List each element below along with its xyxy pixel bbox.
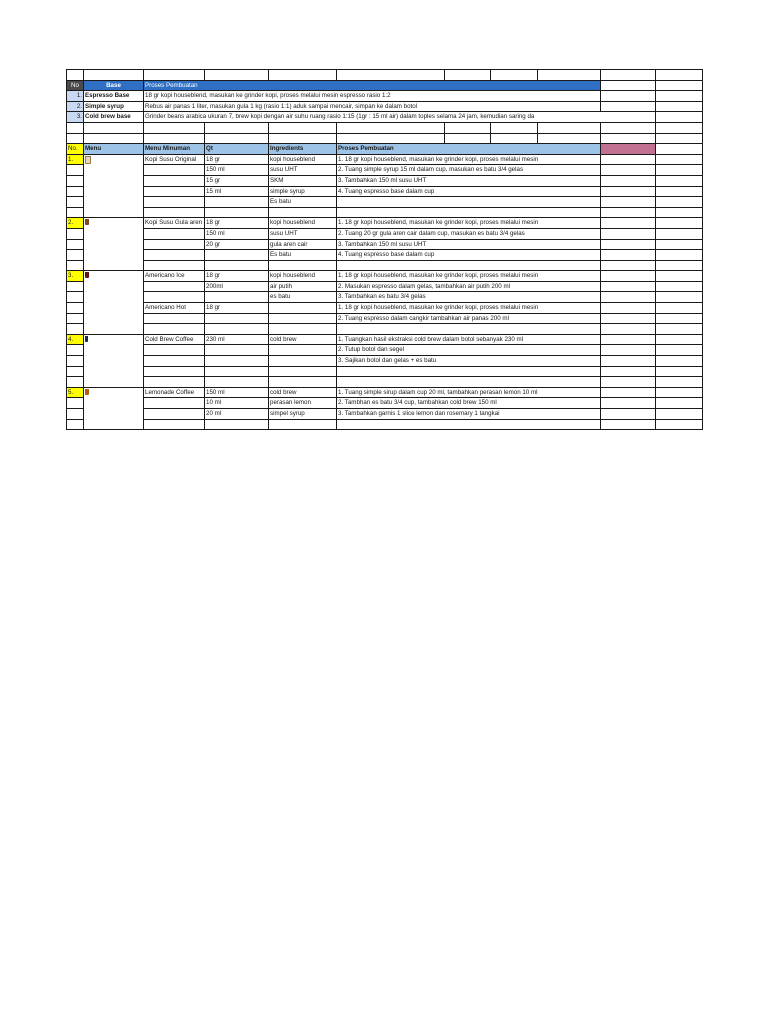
blank-row <box>67 419 703 430</box>
qt-cell[interactable]: 18 gr <box>205 218 269 229</box>
ingredient-cell[interactable]: air putih <box>269 281 337 292</box>
cell[interactable] <box>601 377 656 388</box>
cell[interactable] <box>601 281 656 292</box>
menu-minuman-cell[interactable] <box>144 356 205 367</box>
menu-item-row <box>67 165 703 176</box>
menu-minuman-cell[interactable] <box>144 197 205 208</box>
cell[interactable] <box>67 345 84 356</box>
menu-item-row <box>67 387 703 398</box>
menu-item-row <box>67 218 703 229</box>
menu-item-row <box>67 345 703 356</box>
cell[interactable] <box>337 324 601 335</box>
process-step-cell[interactable]: 1. 18 gr kopi houseblend, masukan ke grinder kopi, proses melalui mesin <box>337 154 601 165</box>
base-row-number[interactable]: 1. <box>67 91 84 102</box>
cell[interactable] <box>269 260 337 271</box>
cell[interactable] <box>67 260 84 271</box>
base-row-process[interactable]: Rebus air panas 1 liter, masukan gula 1 kg (rasio 1:1) aduk sampai mencair, simpan ke dalam botol <box>144 101 601 112</box>
menu-icon-cell[interactable] <box>84 334 144 387</box>
menu-icon-cell[interactable] <box>84 154 144 218</box>
cell[interactable] <box>67 122 84 133</box>
process-step-cell[interactable]: 4. Tuang espresso base dalam cup <box>337 250 601 261</box>
menu-item-row <box>67 228 703 239</box>
cell[interactable] <box>656 281 703 292</box>
blank-row <box>67 366 703 377</box>
ingredient-cell[interactable]: susu UHT <box>269 228 337 239</box>
cell[interactable] <box>67 133 84 144</box>
menu-minuman-cell[interactable] <box>144 345 205 356</box>
cell[interactable] <box>144 122 205 133</box>
cell[interactable] <box>269 133 337 144</box>
process-header[interactable]: Proses Pembuatan <box>337 144 601 155</box>
cell[interactable] <box>656 409 703 420</box>
cell[interactable] <box>84 122 144 133</box>
cell[interactable] <box>67 207 84 218</box>
cell[interactable] <box>601 218 656 229</box>
process-step-cell[interactable]: 3. Tambahkan es batu 3/4 gelas <box>337 292 601 303</box>
process-step-cell[interactable]: 2. Masukan espresso dalam gelas, tambahkan air putih 200 ml <box>337 281 601 292</box>
menu-minuman-cell[interactable] <box>144 409 205 420</box>
menu-item-row <box>67 186 703 197</box>
ingredient-cell[interactable]: simpel syrup <box>269 409 337 420</box>
ingredient-cell[interactable] <box>269 313 337 324</box>
spreadsheet-body <box>67 70 703 430</box>
menu-item-row <box>67 281 703 292</box>
ingredient-cell[interactable]: kopi houseblend <box>269 154 337 165</box>
cell[interactable] <box>538 133 601 144</box>
process-step-cell[interactable]: 1. 18 gr kopi houseblend, masukan ke grinder kopi, proses melalui mesin <box>337 271 601 282</box>
qt-cell[interactable]: 18 gr <box>205 303 269 314</box>
cell[interactable] <box>67 313 84 324</box>
cell[interactable] <box>67 324 84 335</box>
qt-cell[interactable]: 150 ml <box>205 387 269 398</box>
cell[interactable] <box>269 122 337 133</box>
cell[interactable] <box>144 419 205 430</box>
cell[interactable] <box>601 419 656 430</box>
cell[interactable] <box>337 207 601 218</box>
cell[interactable] <box>601 122 656 133</box>
menu-item-row <box>67 313 703 324</box>
cell[interactable] <box>656 207 703 218</box>
cell[interactable] <box>205 70 269 81</box>
cell[interactable] <box>656 271 703 282</box>
cell[interactable] <box>656 356 703 367</box>
qt-cell[interactable] <box>205 197 269 208</box>
palm-sugar-coffee-cup-icon <box>85 219 89 225</box>
menu-group-number[interactable]: 1. <box>67 154 84 165</box>
cell[interactable] <box>538 122 601 133</box>
cell[interactable] <box>67 303 84 314</box>
menu-minuman-cell[interactable] <box>144 292 205 303</box>
blank-row <box>67 122 703 133</box>
qt-cell[interactable]: 150 ml <box>205 165 269 176</box>
cell[interactable] <box>601 165 656 176</box>
cell[interactable] <box>67 250 84 261</box>
cell[interactable] <box>67 165 84 176</box>
cell[interactable] <box>491 70 538 81</box>
cell[interactable] <box>601 133 656 144</box>
process-step-cell[interactable]: 2. Tuang simple syrup 15 ml dalam cup, masukan es batu 3/4 gelas <box>337 165 601 176</box>
cell[interactable] <box>656 154 703 165</box>
cell[interactable] <box>601 260 656 271</box>
cell[interactable] <box>656 260 703 271</box>
qt-cell[interactable]: 230 ml <box>205 334 269 345</box>
cell[interactable] <box>337 122 445 133</box>
cell[interactable] <box>601 80 656 91</box>
cell[interactable] <box>601 387 656 398</box>
qt-cell[interactable] <box>205 250 269 261</box>
base-process-header[interactable]: Proses Pembuatan <box>144 80 601 91</box>
cell[interactable] <box>144 70 205 81</box>
cell[interactable] <box>84 133 144 144</box>
ingredient-cell[interactable]: perasan lemon <box>269 398 337 409</box>
cell[interactable] <box>656 144 703 155</box>
menu-icon-cell[interactable] <box>84 271 144 335</box>
cell[interactable] <box>656 218 703 229</box>
cell[interactable] <box>67 398 84 409</box>
cell[interactable] <box>205 366 269 377</box>
ingredient-cell[interactable]: es batu <box>269 292 337 303</box>
base-row-name[interactable]: Simple syrup <box>84 101 144 112</box>
cell[interactable] <box>67 281 84 292</box>
blank-row <box>67 133 703 144</box>
cell[interactable] <box>601 239 656 250</box>
cell[interactable] <box>601 409 656 420</box>
cell[interactable] <box>601 91 656 102</box>
ingredient-cell[interactable]: kopi houseblend <box>269 271 337 282</box>
process-step-cell[interactable]: 3. Sajikan botol dan gelas + es batu <box>337 356 601 367</box>
cell[interactable] <box>656 313 703 324</box>
qt-cell[interactable]: 18 gr <box>205 271 269 282</box>
base-row <box>67 101 703 112</box>
cell[interactable] <box>656 175 703 186</box>
process-step-cell[interactable]: 1. 18 gr kopi houseblend, masukan ke grinder kopi, proses melalui mesin <box>337 218 601 229</box>
base-row-name[interactable]: Espresso Base <box>84 91 144 102</box>
cell[interactable] <box>337 260 601 271</box>
ingredient-cell[interactable] <box>269 303 337 314</box>
cell[interactable] <box>601 398 656 409</box>
recipe-spreadsheet <box>66 69 703 430</box>
ingredient-cell[interactable]: SKM <box>269 175 337 186</box>
qt-cell[interactable] <box>205 313 269 324</box>
base-row-process[interactable]: Grinder beans arabica ukuran 7, brew kopi dengan air suhu ruang rasio 1:15 (1gr : 15 ml air) dalam toples selama 24 jam, kemudian saring da <box>144 112 656 123</box>
menu-item-row <box>67 250 703 261</box>
menu-group-number[interactable]: 3. <box>67 271 84 282</box>
menu-item-row <box>67 292 703 303</box>
cell[interactable] <box>656 292 703 303</box>
cell[interactable] <box>67 292 84 303</box>
menu-minuman-cell[interactable] <box>144 165 205 176</box>
cell[interactable] <box>601 366 656 377</box>
qt-cell[interactable]: 15 gr <box>205 175 269 186</box>
cell[interactable] <box>337 133 445 144</box>
qt-cell[interactable]: 20 gr <box>205 239 269 250</box>
qt-cell[interactable] <box>205 356 269 367</box>
cell[interactable] <box>205 122 269 133</box>
cell[interactable] <box>269 366 337 377</box>
menu-minuman-cell[interactable] <box>144 228 205 239</box>
cell[interactable] <box>656 228 703 239</box>
cell[interactable] <box>656 250 703 261</box>
qt-cell[interactable]: 150 ml <box>205 228 269 239</box>
cell[interactable] <box>67 228 84 239</box>
process-step-cell[interactable]: 3. Tambahkan 150 ml susu UHT <box>337 239 601 250</box>
blank-row <box>67 260 703 271</box>
cell[interactable] <box>656 91 703 102</box>
menu-minuman-cell[interactable]: Kopi Susu Gula aren <box>144 218 205 229</box>
menu-item-row <box>67 303 703 314</box>
cell[interactable] <box>656 377 703 388</box>
base-row-name[interactable]: Cold brew base <box>84 112 144 123</box>
cell[interactable] <box>205 377 269 388</box>
ingredient-cell[interactable]: Es batu <box>269 197 337 208</box>
cell[interactable] <box>269 377 337 388</box>
cell[interactable] <box>84 70 144 81</box>
menu-minuman-cell[interactable] <box>144 239 205 250</box>
cell[interactable] <box>601 70 656 81</box>
cell[interactable] <box>445 133 491 144</box>
qt-cell[interactable] <box>205 292 269 303</box>
cell[interactable] <box>144 133 205 144</box>
menu-item-row <box>67 239 703 250</box>
cell[interactable] <box>601 303 656 314</box>
menu-minuman-cell[interactable]: Lemonade Coffee <box>144 387 205 398</box>
cell[interactable] <box>67 239 84 250</box>
cell[interactable] <box>656 419 703 430</box>
cell[interactable] <box>656 165 703 176</box>
cell[interactable] <box>144 366 205 377</box>
menu-item-row <box>67 175 703 186</box>
menu-icon-cell[interactable] <box>84 387 144 429</box>
cell[interactable] <box>144 260 205 271</box>
ingredient-cell[interactable] <box>269 356 337 367</box>
americano-cup-icon <box>85 272 89 278</box>
base-row-process[interactable]: 18 gr kopi houseblend, masukan ke grinder kopi, proses melalui mesin espresso rasio 1:2 <box>144 91 601 102</box>
cell[interactable] <box>67 175 84 186</box>
cell[interactable] <box>601 334 656 345</box>
cell[interactable] <box>601 154 656 165</box>
process-step-cell[interactable]: 3. Tambahkan 150 ml susu UHT <box>337 175 601 186</box>
base-no-header[interactable]: No <box>67 80 84 91</box>
cell[interactable] <box>67 356 84 367</box>
cell[interactable] <box>67 377 84 388</box>
ingredient-cell[interactable]: Es batu <box>269 250 337 261</box>
iced-coffee-cup-icon <box>85 156 91 164</box>
base-header-row <box>67 80 703 91</box>
base-row <box>67 91 703 102</box>
cell[interactable] <box>269 70 337 81</box>
base-row <box>67 112 703 123</box>
menu-group-number[interactable]: 2. <box>67 218 84 229</box>
cell[interactable] <box>656 197 703 208</box>
menu-header-row <box>67 144 703 155</box>
cell[interactable] <box>144 377 205 388</box>
menu-minuman-cell[interactable] <box>144 281 205 292</box>
base-name-header[interactable]: Base <box>84 80 144 91</box>
menu-item-row <box>67 334 703 345</box>
menu-group-number[interactable]: 4. <box>67 334 84 345</box>
qt-cell[interactable]: 18 gr <box>205 154 269 165</box>
cell[interactable] <box>656 112 703 123</box>
menu-minuman-cell[interactable]: Cold Brew Coffee <box>144 334 205 345</box>
cell[interactable] <box>144 207 205 218</box>
qt-header[interactable]: Qt <box>205 144 269 155</box>
base-row-number[interactable]: 3. <box>67 112 84 123</box>
cell[interactable] <box>205 133 269 144</box>
process-step-cell[interactable]: 1. 18 gr kopi houseblend, masukan ke grinder kopi, proses melalui mesin <box>337 303 601 314</box>
cell[interactable] <box>67 197 84 208</box>
cell[interactable] <box>656 334 703 345</box>
ingredient-cell[interactable]: cold brew <box>269 334 337 345</box>
cell[interactable] <box>67 70 84 81</box>
menu-group-number[interactable]: 5. <box>67 387 84 398</box>
cell[interactable] <box>67 419 84 430</box>
blank-row <box>67 377 703 388</box>
cell[interactable] <box>144 324 205 335</box>
cell[interactable] <box>656 324 703 335</box>
process-step-cell[interactable]: 2. Tambhan es batu 3/4 cup, tambahkan cold brew 150 ml <box>337 398 601 409</box>
base-row-number[interactable]: 2. <box>67 101 84 112</box>
menu-minuman-cell[interactable] <box>144 313 205 324</box>
process-step-cell[interactable]: 4. Tuang espresso base dalam cup <box>337 186 601 197</box>
menu-item-row <box>67 197 703 208</box>
cell[interactable] <box>601 313 656 324</box>
cell[interactable] <box>269 419 337 430</box>
menu-no-header[interactable]: No. <box>67 144 84 155</box>
cell[interactable] <box>491 122 538 133</box>
process-step-cell[interactable] <box>337 197 601 208</box>
cell[interactable] <box>205 324 269 335</box>
menu-minuman-header[interactable]: Menu Minuman <box>144 144 205 155</box>
cell[interactable] <box>601 356 656 367</box>
menu-item-row <box>67 398 703 409</box>
menu-minuman-cell[interactable]: Americano Hot <box>144 303 205 314</box>
process-step-cell[interactable]: 2. Tuang 20 gr gula aren cair dalam cup, masukan es batu 3/4 gelas <box>337 228 601 239</box>
cell[interactable] <box>656 101 703 112</box>
cell[interactable] <box>601 101 656 112</box>
ingredient-cell[interactable]: simple syrup <box>269 186 337 197</box>
cell[interactable] <box>656 122 703 133</box>
cell[interactable] <box>67 366 84 377</box>
qt-cell[interactable]: 10 ml <box>205 398 269 409</box>
cell[interactable] <box>601 186 656 197</box>
cell[interactable] <box>601 175 656 186</box>
cell[interactable] <box>205 207 269 218</box>
lemonade-coffee-cup-icon <box>85 389 89 395</box>
process-step-cell[interactable]: 1. Tuang simple sirup dalam cup 20 ml, tambahkan perasan lemon 10 ml <box>337 387 601 398</box>
cell[interactable] <box>656 387 703 398</box>
cell[interactable] <box>67 409 84 420</box>
cell[interactable] <box>337 419 601 430</box>
qt-cell[interactable]: 15 ml <box>205 186 269 197</box>
cell[interactable] <box>337 70 445 81</box>
ingredient-cell[interactable]: kopi houseblend <box>269 218 337 229</box>
cell[interactable] <box>656 366 703 377</box>
cell[interactable] <box>601 207 656 218</box>
cell[interactable] <box>656 303 703 314</box>
cell[interactable] <box>337 366 601 377</box>
qt-cell[interactable]: 200ml <box>205 281 269 292</box>
cell[interactable] <box>445 70 491 81</box>
cell[interactable] <box>205 419 269 430</box>
menu-item-row <box>67 356 703 367</box>
cell[interactable] <box>601 228 656 239</box>
qt-cell[interactable] <box>205 345 269 356</box>
process-step-cell[interactable]: 1. Tuangkan hasil ekstraksi cold brew dalam botol sebanyak 230 ml <box>337 334 601 345</box>
cell[interactable] <box>656 80 703 91</box>
menu-item-row <box>67 154 703 165</box>
cell[interactable] <box>269 324 337 335</box>
cell[interactable] <box>656 398 703 409</box>
menu-minuman-cell[interactable]: Americano Ice <box>144 271 205 282</box>
process-step-cell[interactable]: 2. Tuang espresso dalam cangkir tambahkan air panas 200 ml <box>337 313 601 324</box>
menu-minuman-cell[interactable] <box>144 186 205 197</box>
cell[interactable] <box>656 345 703 356</box>
ingredient-cell[interactable] <box>269 345 337 356</box>
process-step-cell[interactable]: 3. Tambahkan garnis 1 slice lemon dan rosemary 1 tangkai <box>337 409 601 420</box>
qt-cell[interactable]: 20 ml <box>205 409 269 420</box>
highlight-cell[interactable] <box>601 144 656 155</box>
menu-item-row <box>67 409 703 420</box>
cell[interactable] <box>656 70 703 81</box>
process-step-cell[interactable]: 2. Tutup botol dan segel <box>337 345 601 356</box>
ingredients-header[interactable]: Ingredients <box>269 144 337 155</box>
menu-header[interactable]: Menu <box>84 144 144 155</box>
cell[interactable] <box>656 133 703 144</box>
cell[interactable] <box>656 186 703 197</box>
cell[interactable] <box>205 260 269 271</box>
cell[interactable] <box>538 70 601 81</box>
cell[interactable] <box>601 324 656 335</box>
cell[interactable] <box>601 345 656 356</box>
menu-item-row <box>67 271 703 282</box>
ingredient-cell[interactable]: gula aren cair <box>269 239 337 250</box>
menu-minuman-cell[interactable] <box>144 175 205 186</box>
cell[interactable] <box>445 122 491 133</box>
menu-icon-cell[interactable] <box>84 218 144 271</box>
menu-minuman-cell[interactable]: Kopi Susu Original <box>144 154 205 165</box>
blank-row <box>67 207 703 218</box>
cell[interactable] <box>601 271 656 282</box>
menu-minuman-cell[interactable] <box>144 250 205 261</box>
cell[interactable] <box>601 250 656 261</box>
menu-minuman-cell[interactable] <box>144 398 205 409</box>
cell[interactable] <box>269 207 337 218</box>
cell[interactable] <box>656 239 703 250</box>
blank-row <box>67 324 703 335</box>
cell[interactable] <box>491 133 538 144</box>
cell[interactable] <box>601 197 656 208</box>
cold-brew-bottle-icon <box>85 336 88 342</box>
ingredient-cell[interactable]: cold brew <box>269 387 337 398</box>
cell[interactable] <box>337 377 601 388</box>
cell[interactable] <box>67 186 84 197</box>
cell[interactable] <box>601 292 656 303</box>
blank-row <box>67 70 703 81</box>
ingredient-cell[interactable]: susu UHT <box>269 165 337 176</box>
